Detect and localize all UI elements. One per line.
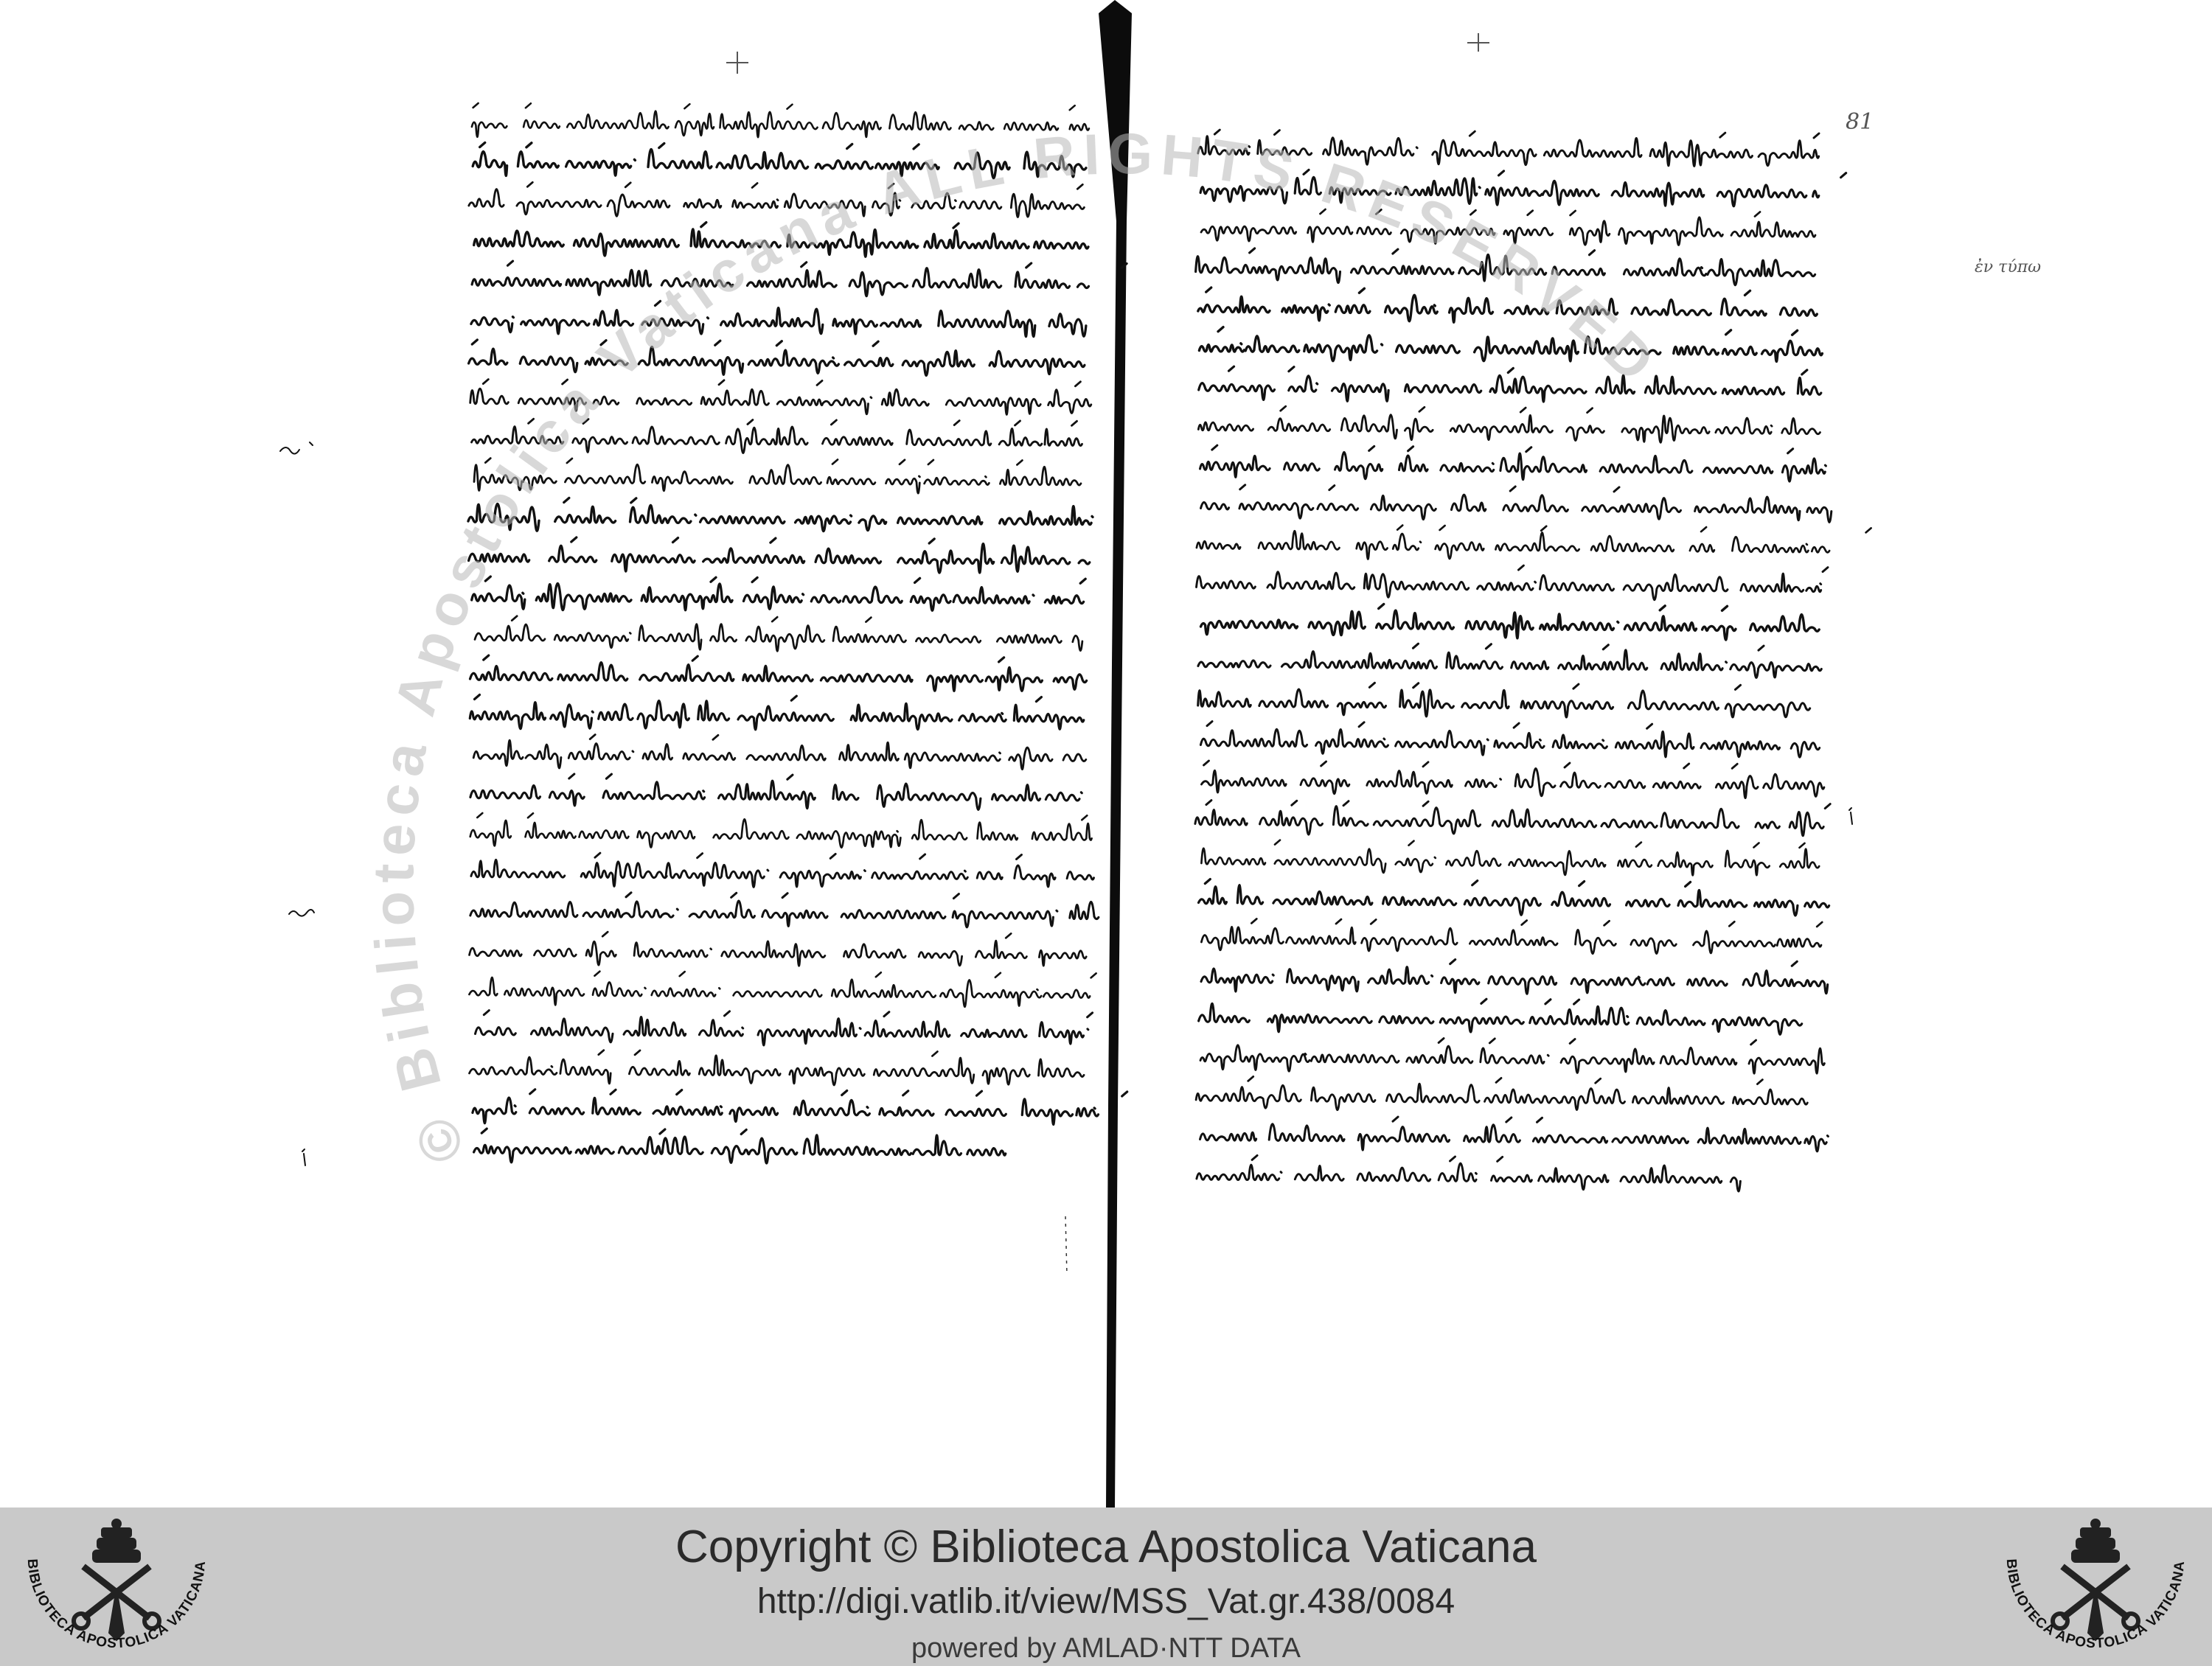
script-stroke: [1199, 999, 1802, 1034]
registration-mark: [726, 52, 748, 74]
script-stroke: [1201, 209, 1815, 245]
vatican-library-logo-left: [6, 1515, 227, 1662]
script-line: [472, 419, 1082, 453]
margin-scribble: [1849, 808, 1852, 824]
script-stroke: [469, 182, 1085, 217]
binding-gutter: [1099, 0, 1132, 1508]
script-stroke: [475, 616, 1082, 652]
script-line: [1197, 565, 1829, 600]
script-line: [470, 893, 1099, 927]
script-line: [475, 616, 1082, 652]
script-stroke: [1200, 170, 1846, 206]
papal-tiara-keys-icon: [6, 1515, 227, 1662]
script-stroke: [1201, 960, 1828, 994]
script-line: [474, 223, 1088, 257]
script-line: [469, 972, 1096, 1007]
script-stroke: [472, 419, 1082, 453]
right-page-text: [1195, 130, 1871, 1191]
script-stroke: [469, 537, 1090, 573]
script-stroke: [1197, 1155, 1740, 1191]
script-line: [474, 459, 1081, 494]
script-line: [1200, 1117, 1829, 1151]
script-line: [472, 261, 1127, 296]
script-line: [1196, 248, 1815, 285]
script-stroke: [473, 1090, 1127, 1125]
left-page-text: [468, 103, 1127, 1163]
script-line: [1195, 801, 1830, 836]
script-stroke: [470, 893, 1099, 927]
script-line: [1200, 445, 1826, 481]
script-line: [469, 537, 1090, 573]
script-stroke: [470, 1050, 1085, 1085]
script-line: [1201, 485, 1832, 523]
script-stroke: [1200, 1117, 1829, 1151]
script-line: [470, 813, 1092, 848]
script-stroke: [470, 380, 1091, 415]
script-line: [1199, 999, 1802, 1034]
script-line: [1201, 840, 1819, 876]
script-stroke: [470, 932, 1087, 966]
script-line: [1199, 366, 1821, 402]
script-stroke: [1201, 604, 1820, 641]
script-line: [470, 1050, 1085, 1085]
script-stroke: [471, 853, 1094, 887]
script-stroke: [1196, 248, 1815, 285]
script-line: [1196, 1076, 1807, 1109]
script-line: [1198, 644, 1821, 677]
script-line: [469, 340, 1085, 375]
script-stroke: [470, 813, 1092, 848]
script-stroke: [1200, 722, 1819, 758]
script-stroke: [474, 459, 1081, 494]
margin-scribble: [1065, 1216, 1067, 1275]
vatican-library-logo-right: [1985, 1515, 2206, 1662]
script-line: [470, 380, 1091, 415]
script-stroke: [1198, 287, 1818, 322]
powered-by-text: powered by AMLAD·NTT DATA: [911, 1633, 1301, 1664]
script-stroke: [472, 261, 1127, 296]
footer: [0, 1508, 2212, 1666]
script-stroke: [470, 774, 1082, 809]
script-stroke: [1198, 683, 1810, 717]
script-line: [472, 103, 1089, 137]
script-line: [1201, 604, 1820, 641]
script-stroke: [473, 735, 1086, 770]
script-stroke: [1199, 879, 1829, 916]
script-line: [1200, 722, 1819, 758]
script-stroke: [1201, 840, 1819, 876]
script-stroke: [472, 103, 1089, 137]
script-line: [476, 1011, 1093, 1045]
watermark-text: © Biblioteca Apostolica Vaticana ALL RIGHTS RESERVED: [360, 120, 1673, 1172]
script-line: [471, 853, 1094, 887]
script-stroke: [1201, 485, 1832, 523]
logo-text-left: BIBLIOTECA APOSTOLICA VATICANA: [24, 1558, 209, 1652]
script-stroke: [471, 302, 1086, 337]
folio-number: 81: [1846, 109, 1874, 135]
script-stroke: [1198, 406, 1820, 442]
source-url-link[interactable]: http://digi.vatlib.it/view/MSS_Vat.gr.438/0084: [757, 1582, 1455, 1621]
script-stroke: [1198, 130, 1819, 166]
script-stroke: [470, 695, 1084, 730]
script-line: [1201, 209, 1815, 245]
script-stroke: [472, 576, 1085, 610]
script-stroke: [476, 1011, 1093, 1045]
script-line: [1198, 130, 1819, 166]
margin-scribble: [302, 1149, 305, 1165]
script-stroke: [469, 340, 1085, 375]
papal-tiara-keys-icon: [1985, 1515, 2206, 1662]
registration-mark: [1467, 33, 1489, 52]
script-stroke: [1200, 1039, 1824, 1074]
margin-scribble: [280, 442, 313, 454]
script-line: [473, 143, 1086, 178]
script-line: [1198, 683, 1810, 717]
script-line: [1199, 879, 1829, 916]
script-stroke: [1197, 565, 1829, 600]
copyright-text: Copyright © Biblioteca Apostolica Vaticana: [675, 1522, 1537, 1572]
script-stroke: [1195, 801, 1830, 836]
script-line: [470, 932, 1087, 966]
script-line: [470, 655, 1087, 691]
script-line: [1200, 170, 1846, 206]
script-stroke: [473, 143, 1086, 178]
script-line: [474, 1129, 1006, 1163]
script-line: [1201, 960, 1828, 994]
script-line: [469, 182, 1085, 217]
script-line: [1200, 1039, 1824, 1074]
script-line: [468, 498, 1093, 531]
script-line: [1197, 526, 1871, 560]
script-line: [470, 695, 1084, 730]
script-stroke: [1198, 644, 1821, 677]
script-line: [471, 302, 1086, 337]
script-line: [1198, 287, 1818, 322]
script-stroke: [1197, 526, 1871, 560]
script-stroke: [474, 223, 1088, 257]
script-stroke: [1201, 919, 1822, 953]
script-line: [473, 1090, 1127, 1125]
script-stroke: [469, 972, 1096, 1007]
margin-note: ἐν τύπω: [1975, 258, 2042, 276]
script-stroke: [1199, 366, 1821, 402]
script-line: [1199, 327, 1822, 362]
script-line: [1202, 761, 1824, 798]
script-line: [1197, 1155, 1740, 1191]
logo-text-right: BIBLIOTECA APOSTOLICA VATICANA: [2003, 1558, 2188, 1652]
script-stroke: [468, 498, 1093, 531]
script-stroke: [1202, 761, 1824, 798]
script-line: [1201, 919, 1822, 953]
script-line: [472, 576, 1085, 610]
script-line: [470, 774, 1082, 809]
script-stroke: [1199, 327, 1822, 362]
margin-scribble: [289, 910, 314, 916]
script-stroke: [1196, 1076, 1807, 1109]
script-stroke: [474, 1129, 1006, 1163]
script-stroke: [1200, 445, 1826, 481]
script-line: [1198, 406, 1820, 442]
script-line: [473, 735, 1086, 770]
script-stroke: [470, 655, 1087, 691]
